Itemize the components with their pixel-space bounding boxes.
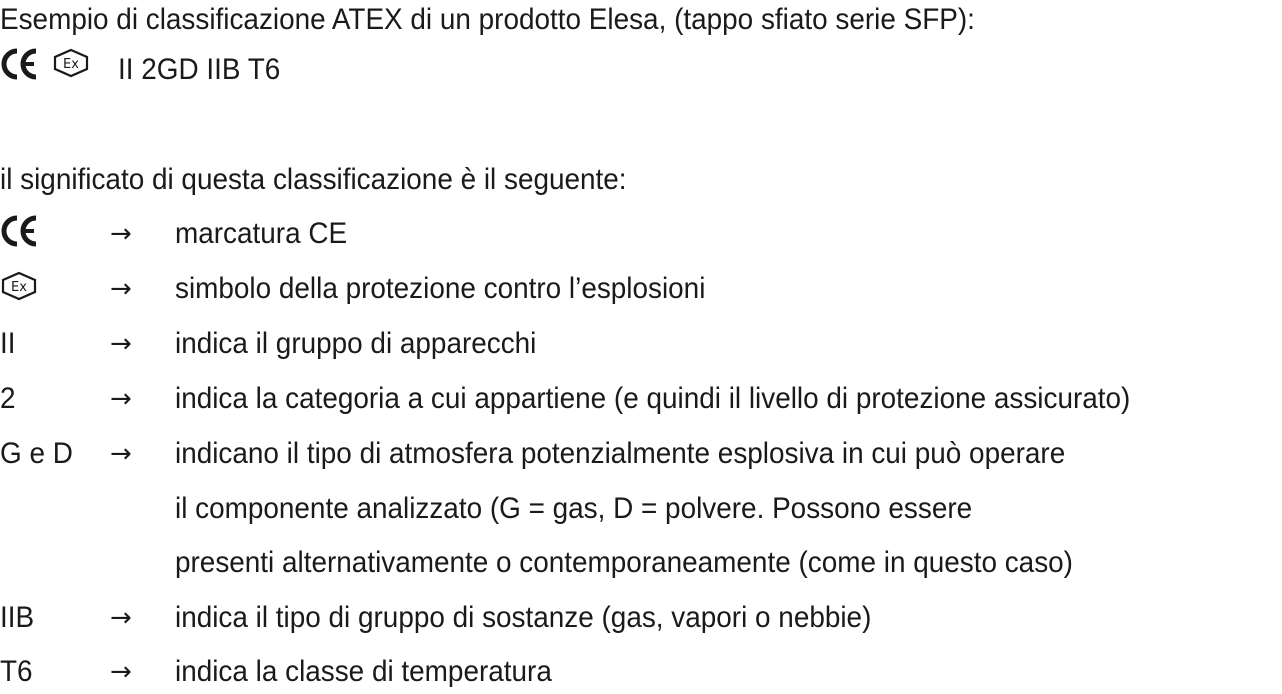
definition-row-ce xyxy=(0,216,1282,256)
ex-symbol-icon xyxy=(52,48,90,78)
definition-term: T6 xyxy=(0,655,33,688)
arrow-icon: → xyxy=(110,329,132,359)
ex-symbol-icon xyxy=(0,271,38,301)
arrow-icon: → xyxy=(110,439,132,469)
ce-mark-icon xyxy=(0,47,40,81)
definition-text: indica il gruppo di apparecchi xyxy=(175,327,537,360)
definition-row-atmosphere xyxy=(0,436,1282,476)
definition-continuation: il componente analizzato (G = gas, D = polvere. Possono essere xyxy=(175,492,973,525)
arrow-icon: → xyxy=(110,274,132,304)
definition-row-temperature xyxy=(0,654,1282,694)
intro-line: Esempio di classificazione ATEX di un prodotto Elesa, (tappo sfiato serie SFP): xyxy=(0,3,975,36)
definition-text: simbolo della protezione contro l’esplosioni xyxy=(175,272,706,305)
definition-term: G e D xyxy=(0,437,73,470)
definition-row-category xyxy=(0,381,1282,421)
definition-text: indica la categoria a cui appartiene (e quindi il livello di protezione assicurato) xyxy=(175,382,1131,415)
definition-row-ex xyxy=(0,271,1282,311)
arrow-icon: → xyxy=(110,603,132,633)
definition-term: 2 xyxy=(0,382,16,415)
atex-marking: II 2GD IIB T6 xyxy=(118,53,281,86)
definition-term: II xyxy=(0,327,16,360)
ce-mark-icon xyxy=(0,214,40,248)
definition-text: indicano il tipo di atmosfera potenzialmente esplosiva in cui può operare xyxy=(175,437,1066,470)
definition-text: indica il tipo di gruppo di sostanze (gas, vapori o nebbie) xyxy=(175,601,872,634)
definition-row-gas-group xyxy=(0,600,1282,640)
svg-text:Ex: Ex xyxy=(11,280,27,295)
definition-text: marcatura CE xyxy=(175,217,348,250)
definition-continuation: presenti alternativamente o contemporaneamente (come in questo caso) xyxy=(175,546,1073,579)
arrow-icon: → xyxy=(110,219,132,249)
arrow-icon: → xyxy=(110,657,132,687)
meaning-intro: il significato di questa classificazione è il seguente: xyxy=(0,163,627,196)
definition-text: indica la classe di temperatura xyxy=(175,655,552,688)
definition-row-group xyxy=(0,326,1282,366)
definition-term: IIB xyxy=(0,601,35,634)
svg-text:Ex: Ex xyxy=(63,57,79,72)
arrow-icon: → xyxy=(110,384,132,414)
